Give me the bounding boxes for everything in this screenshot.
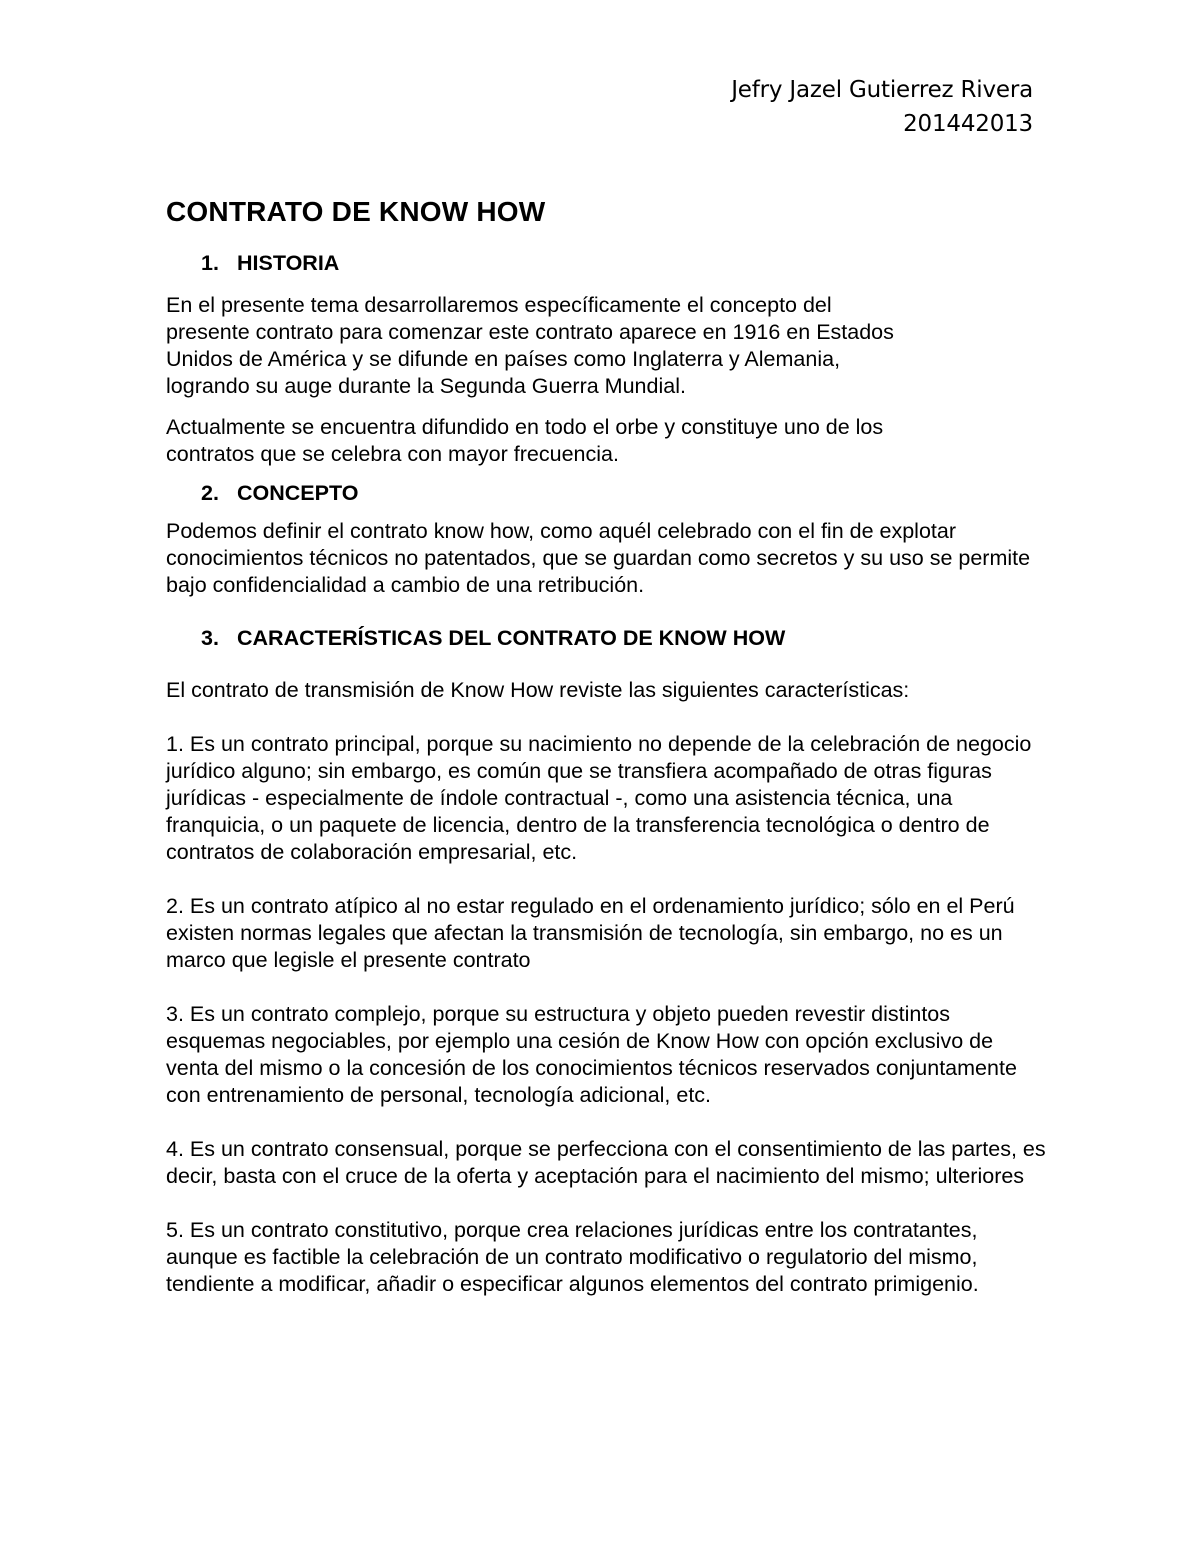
historia-paragraph-1: En el presente tema desarrollaremos específicamente el concepto del presente contrato para comenzar este contrato aparece en 1916 en Estados Unidos de América y se difunde en países como Inglaterra y Alemania, logrando su auge durante la Segunda Guerra Mundial. <box>166 293 894 398</box>
student-id: 201442013 <box>903 111 1033 137</box>
author-name: Jefry Jazel Gutierrez Rivera <box>731 77 1033 103</box>
section-number: 1. <box>201 251 219 275</box>
caracteristica-item: 5. Es un contrato constitutivo, porque crea relaciones jurídicas entre los contratantes, aunque es factible la celebración de un contrato modificativo o regulatorio del mismo, tendiente a modificar, añadir o especificar algunos elementos del contrato primigenio. <box>166 1218 979 1296</box>
section-heading-concepto <box>166 478 1046 508</box>
historia-paragraph-2: Actualmente se encuentra difundido en todo el orbe y constituye uno de los contratos que se celebra con mayor frecuencia. <box>166 415 884 466</box>
caracteristica-item: 3. Es un contrato complejo, porque su estructura y objeto pueden revestir distintos esquemas negociables, por ejemplo una cesión de Know How con opción exclusivo de venta del mismo o la concesión de los conocimientos técnicos reservados conjuntamente con entrenamiento de personal, tecnología adicional, etc. <box>166 1002 1017 1107</box>
section-title: CONCEPTO <box>237 481 359 505</box>
section-heading-caracteristicas <box>166 623 1046 653</box>
section-heading-historia <box>166 248 1046 278</box>
section-number: 3. <box>201 626 219 650</box>
section-title: CARACTERÍSTICAS DEL CONTRATO DE KNOW HOW <box>237 626 786 650</box>
caracteristica-item: 2. Es un contrato atípico al no estar regulado en el ordenamiento jurídico; sólo en el Perú existen normas legales que afectan la transmisión de tecnología, sin embargo, no es un marco que legisle el presente contrato <box>166 894 1015 972</box>
caracteristica-item: 1. Es un contrato principal, porque su nacimiento no depende de la celebración de negocio jurídico alguno; sin embargo, es común que se transfiera acompañado de otras figuras jurídicas - especialmente de índole contractual -, como una asistencia técnica, una franquicia, o un paquete de licencia, dentro de la transferencia tecnológica o dentro de contratos de colaboración empresarial, etc. <box>166 732 1032 864</box>
concepto-paragraph: Podemos definir el contrato know how, como aquél celebrado con el fin de explotar conocimientos técnicos no patentados, que se guardan como secretos y su uso se permite bajo confidencialidad a cambio de una retribución. <box>166 519 1031 597</box>
section-title: HISTORIA <box>237 251 340 275</box>
caracteristica-item: 4. Es un contrato consensual, porque se perfecciona con el consentimiento de las partes, es decir, basta con el cruce de la oferta y aceptación para el nacimiento del mismo; ulteriores <box>166 1137 1046 1188</box>
document-body <box>166 192 1046 1298</box>
page-header <box>731 73 1033 141</box>
caracteristicas-intro: El contrato de transmisión de Know How reviste las siguientes características: <box>166 678 910 702</box>
section-number: 2. <box>201 481 219 505</box>
document-title: CONTRATO DE KNOW HOW <box>166 196 546 227</box>
